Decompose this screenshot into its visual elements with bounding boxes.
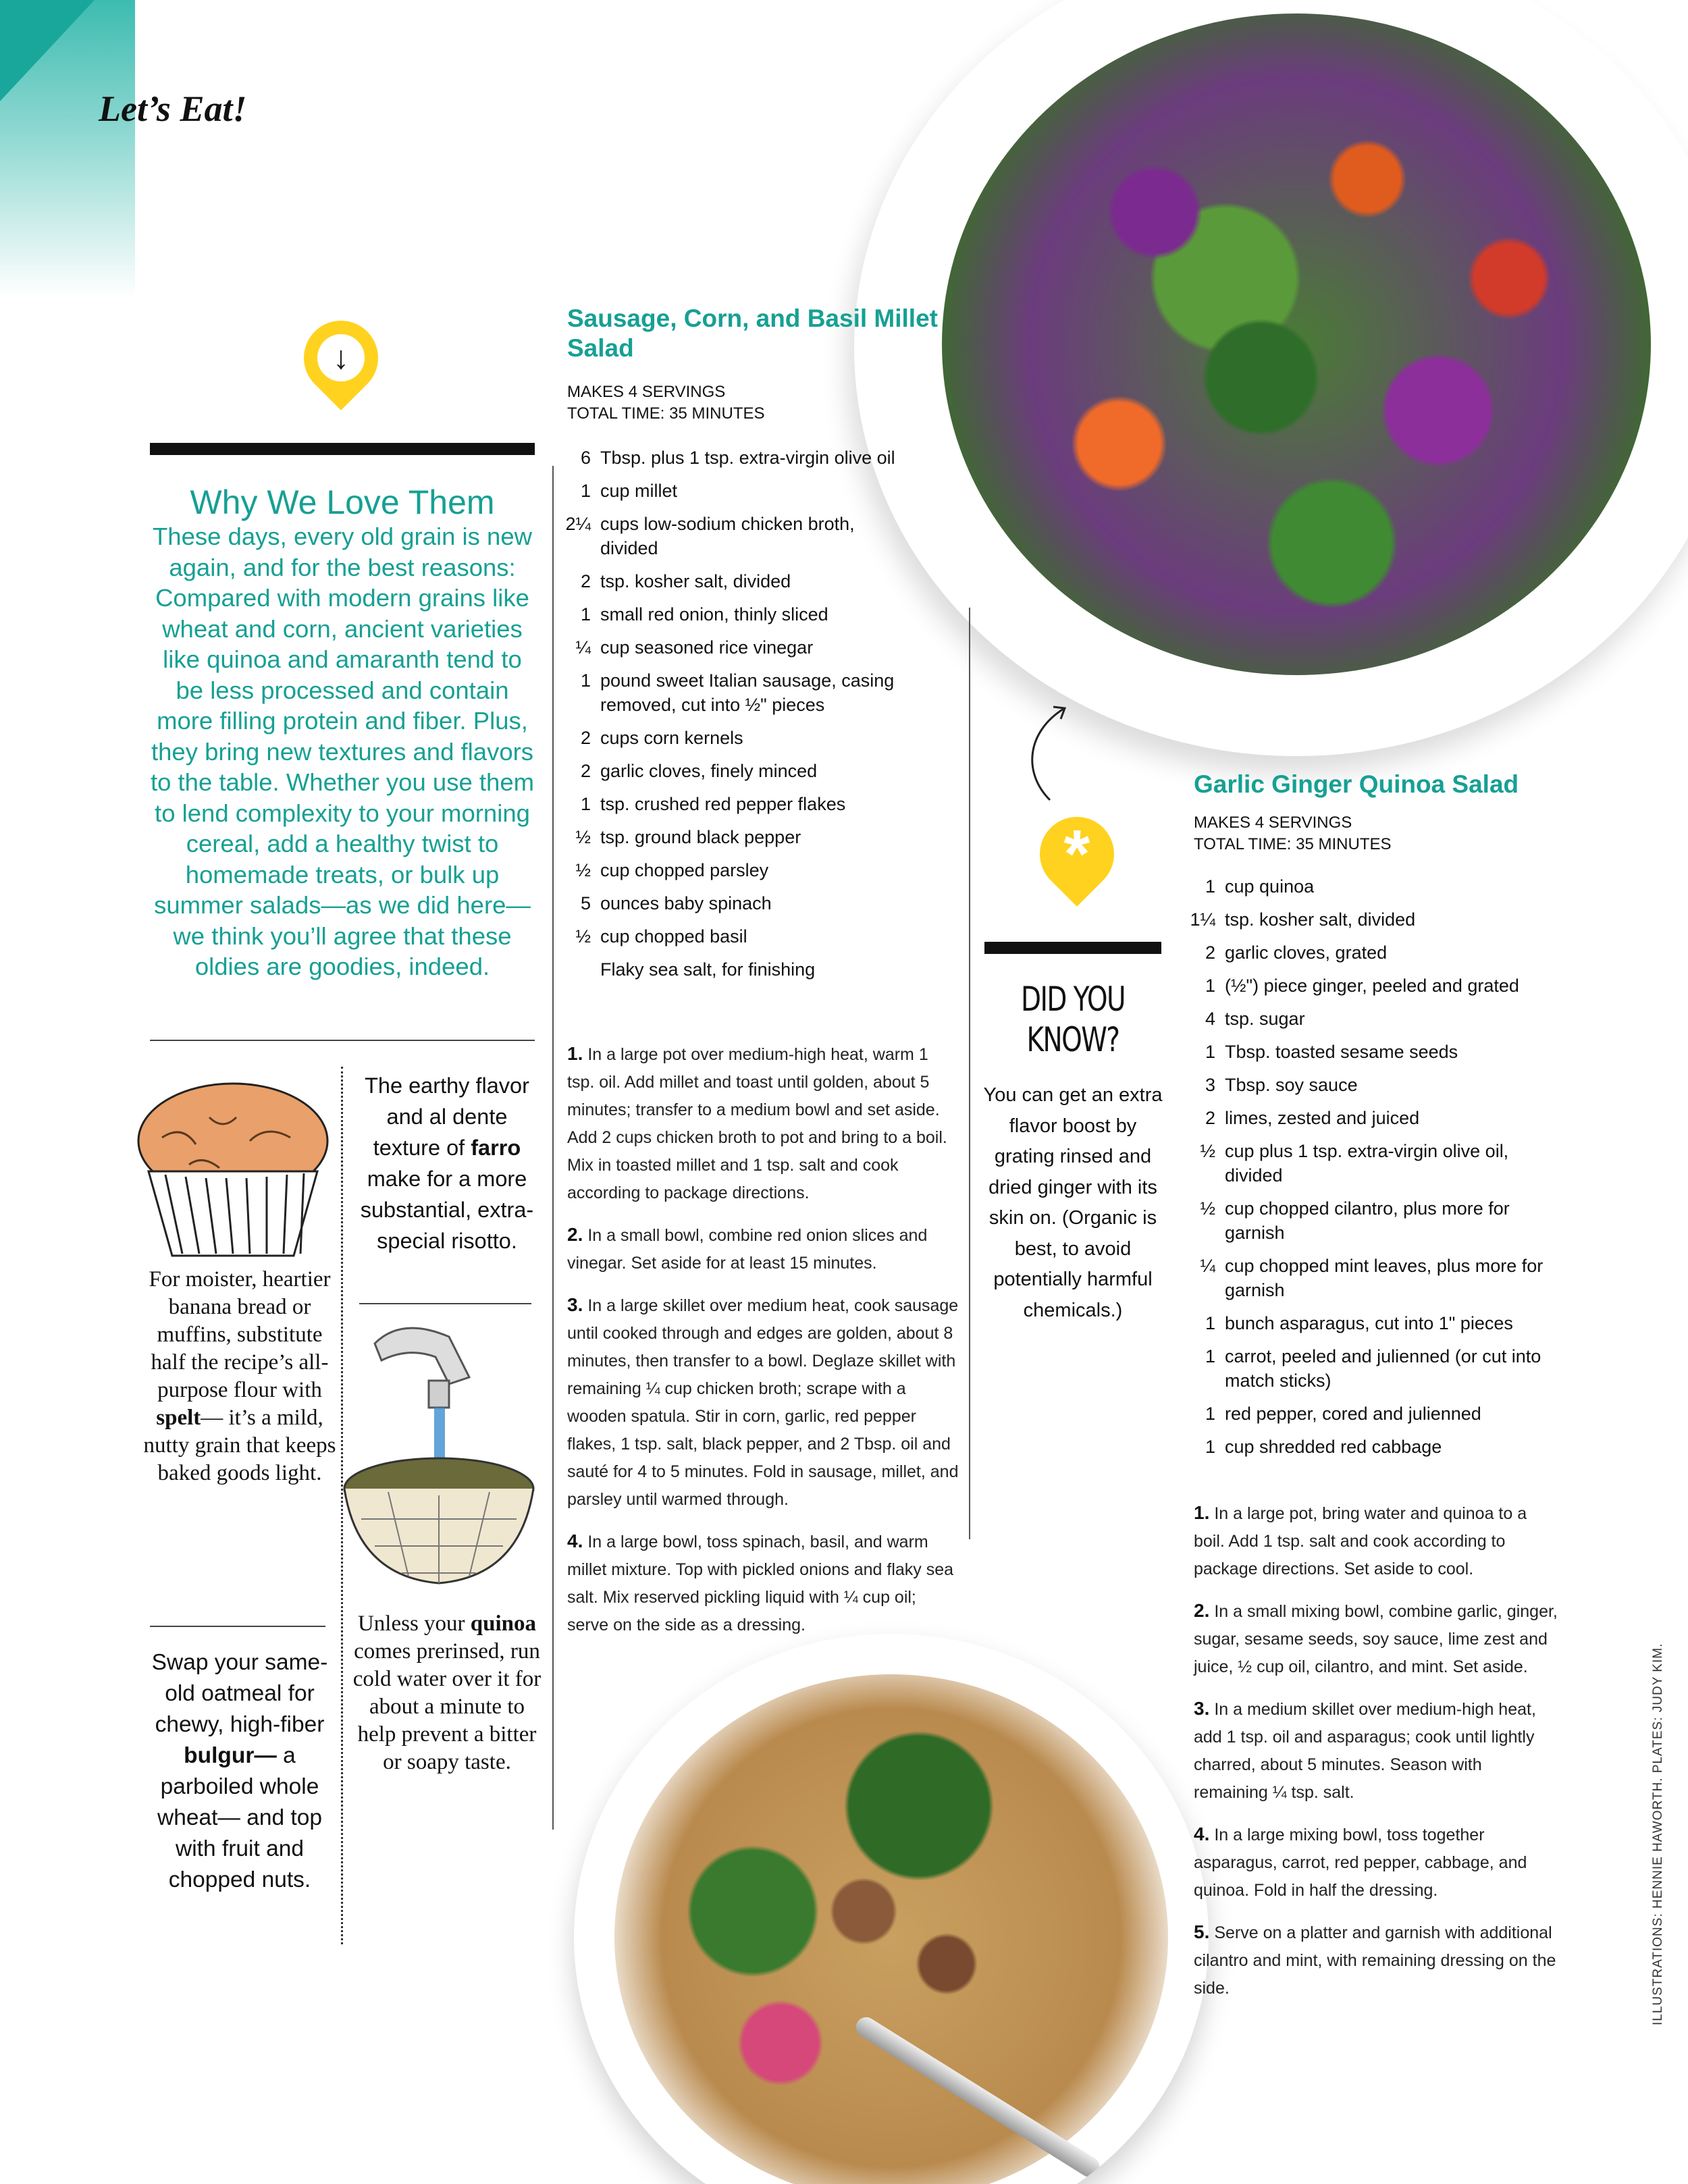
ingredient-qty: 1 — [1205, 1404, 1215, 1424]
step-number: 2. — [1194, 1600, 1210, 1621]
ingredient-qty: 2 — [580, 761, 591, 781]
ingredient-qty — [554, 957, 591, 982]
ingredient-qty: 2 — [1205, 942, 1215, 963]
ingredient-item — [554, 726, 905, 750]
tip-spelt — [142, 1266, 338, 1487]
divider — [150, 1040, 535, 1041]
tip-text: Swap your same-old oatmeal for chewy, high-fiber — [151, 1650, 328, 1737]
ingredient-item — [1178, 874, 1570, 899]
ingredient-item — [1178, 907, 1570, 932]
quinoa-salad-food — [942, 14, 1651, 675]
tip-keyword: quinoa — [470, 1612, 537, 1636]
recipe-step — [1194, 1597, 1558, 1681]
ingredient-item — [1178, 1344, 1570, 1393]
ingredient-qty: 2 — [580, 571, 591, 591]
total-time — [1194, 834, 1572, 855]
ingredient-text: red pepper, cored and julienned — [1225, 1404, 1481, 1424]
recipe-steps — [567, 1040, 959, 1653]
ingredient-qty: 1 — [1205, 976, 1215, 996]
ingredient-qty: 1 — [580, 604, 591, 624]
ingredient-text: tsp. crushed red pepper flakes — [600, 794, 846, 814]
ingredient-qty: ½ — [575, 926, 591, 947]
ingredient-item — [554, 512, 905, 560]
ingredient-item — [554, 924, 905, 949]
ingredient-text: small red onion, thinly sliced — [600, 604, 828, 624]
muffin-illustration — [135, 1077, 331, 1259]
tip-bulgur — [142, 1647, 338, 1896]
ingredient-item — [554, 858, 905, 882]
ingredient-item — [554, 792, 905, 816]
asterisk-pin-icon — [1040, 817, 1114, 891]
ingredient-qty: 1 — [1205, 1346, 1215, 1366]
ingredient-text: cup millet — [600, 481, 678, 501]
step-text: In a large pot over medium-high heat, warm 1 tsp. oil. Add millet and toast until golden, about 5 minutes; transfer to a medium bowl and set aside. Add 2 cups chicken broth to pot and bring to a boil. Mix in toasted millet and 1 tsp. salt and cook according to package directions. — [567, 1045, 947, 1202]
ingredient-item — [1178, 974, 1570, 998]
tip-text: The earthy flavor and al dente texture of — [365, 1073, 529, 1160]
ingredient-text: cup quinoa — [1225, 876, 1315, 897]
tip-text: Unless your — [357, 1612, 471, 1636]
tip-text: make for a more substantial, extra-special risotto. — [360, 1167, 534, 1253]
pin-shape — [288, 305, 394, 410]
step-number: 1. — [567, 1043, 583, 1064]
ingredient-qty: 1 — [1205, 876, 1215, 897]
recipe-step — [567, 1527, 959, 1639]
ingredient-qty: ½ — [575, 827, 591, 847]
ingredient-text: garlic cloves, finely minced — [600, 761, 818, 781]
ingredient-item — [554, 759, 905, 783]
ingredient-item — [1178, 1402, 1570, 1426]
ingredient-text: bunch asparagus, cut into 1" pieces — [1225, 1313, 1513, 1333]
recipe-meta — [1194, 812, 1572, 855]
strainer-illustration — [334, 1316, 544, 1593]
tip-farro — [352, 1070, 542, 1256]
ingredient-text: ounces baby spinach — [600, 893, 772, 913]
ingredient-qty: 1 — [1205, 1437, 1215, 1457]
divider — [359, 1303, 531, 1304]
ingredient-text: cup plus 1 tsp. extra-virgin olive oil, divided — [1225, 1141, 1509, 1186]
ingredient-qty: 5 — [580, 893, 591, 913]
tip-text: — it’s a mild, nutty grain that keeps baked goods light. — [143, 1406, 336, 1485]
column-divider — [969, 608, 970, 1539]
ingredient-text: carrot, peeled and julienned (or cut into match sticks) — [1225, 1346, 1541, 1391]
step-text: In a small mixing bowl, combine garlic, ginger, sugar, sesame seeds, soy sauce, lime zest and juice, ½ cup oil, cilantro, and mint. Set aside. — [1194, 1602, 1558, 1676]
recipe-step — [567, 1291, 959, 1514]
ingredient-text: Tbsp. plus 1 tsp. extra-virgin olive oil — [600, 448, 895, 468]
recipe-step — [567, 1221, 959, 1277]
tip-keyword: bulgur— — [184, 1743, 277, 1768]
did-you-know-heading — [1004, 979, 1142, 1060]
ingredient-item — [554, 635, 905, 660]
total-time-label: TOTAL TIME: — [1194, 835, 1292, 853]
recipe-steps — [1194, 1499, 1558, 2016]
section-title: Let’s Eat! — [99, 88, 247, 129]
ingredient-qty: 2 — [580, 728, 591, 748]
ingredient-qty: 1 — [1205, 1042, 1215, 1062]
ingredient-list — [1178, 874, 1570, 1468]
ingredient-qty: 6 — [580, 448, 591, 468]
ingredient-text: Tbsp. soy sauce — [1225, 1075, 1358, 1095]
recipe-step — [1194, 1499, 1558, 1583]
ingredient-item — [554, 957, 905, 982]
ingredient-text: pound sweet Italian sausage, casing removed, cut into ½" pieces — [600, 670, 895, 715]
servings: MAKES 4 SERVINGS — [567, 383, 726, 401]
ingredient-qty: 1 — [580, 481, 591, 501]
ingredient-item — [554, 668, 905, 717]
recipe-step — [1194, 1820, 1558, 1905]
ingredient-list — [554, 446, 905, 990]
ingredient-qty: 2 — [1205, 1108, 1215, 1128]
photo-credits: ILLUSTRATIONS: HENNIE HAWORTH. PLATES: JUDY KIM. — [1651, 1643, 1665, 2025]
ingredient-item — [1178, 1073, 1570, 1097]
ingredient-text: cup seasoned rice vinegar — [600, 637, 814, 658]
ingredient-text: tsp. kosher salt, divided — [600, 571, 791, 591]
ingredient-qty: 1 — [580, 794, 591, 814]
ingredient-item — [554, 479, 905, 503]
ingredient-qty: 1¼ — [1190, 909, 1215, 930]
ingredient-qty: ¼ — [1200, 1256, 1215, 1276]
curved-arrow-icon — [1016, 699, 1084, 807]
step-text: In a large mixing bowl, toss together asparagus, carrot, red pepper, cabbage, and quinoa. Fold in half the dressing. — [1194, 1826, 1527, 1900]
tip-text: For moister, heartier banana bread or muffins, substitute half the recipe’s all-purpose flour with — [149, 1267, 331, 1402]
ingredient-item — [1178, 1311, 1570, 1335]
recipe-title: Sausage, Corn, and Basil Millet Salad — [567, 304, 938, 362]
ingredient-text: Tbsp. toasted sesame seeds — [1225, 1042, 1458, 1062]
ingredient-item — [1178, 1040, 1570, 1064]
rule-left — [150, 443, 535, 455]
ingredient-text: Flaky sea salt, for finishing — [600, 959, 816, 980]
ingredient-text: tsp. sugar — [1225, 1009, 1305, 1029]
step-number: 2. — [567, 1224, 583, 1245]
recipe-step — [1194, 1695, 1558, 1807]
ingredient-text: (½") piece ginger, peeled and grated — [1225, 976, 1519, 996]
ingredient-qty: ½ — [1200, 1141, 1215, 1161]
ingredient-text: cups corn kernels — [600, 728, 743, 748]
asterisk-icon: * — [1063, 816, 1090, 892]
ingredient-item — [1178, 1139, 1570, 1188]
intro-heading: Why We Love Them — [190, 483, 495, 521]
ingredient-text: tsp. ground black pepper — [600, 827, 801, 847]
ingredient-item — [554, 602, 905, 627]
divider — [150, 1626, 325, 1627]
down-arrow-icon: ↓ — [317, 334, 365, 381]
ingredient-qty: 1 — [1205, 1313, 1215, 1333]
ingredient-item — [1178, 1196, 1570, 1245]
ingredient-qty: 3 — [1205, 1075, 1215, 1095]
quinoa-salad-photo — [854, 0, 1688, 756]
step-text: In a large pot, bring water and quinoa to a boil. Add 1 tsp. salt and cook according to package directions. Set aside to cool. — [1194, 1504, 1527, 1578]
tip-quinoa — [352, 1610, 542, 1776]
ingredient-text: cup chopped parsley — [600, 860, 769, 880]
ingredient-item — [554, 825, 905, 849]
ingredient-text: limes, zested and juiced — [1225, 1108, 1420, 1128]
ingredient-text: cup chopped cilantro, plus more for garnish — [1225, 1198, 1510, 1243]
step-number: 4. — [567, 1530, 583, 1551]
servings: MAKES 4 SERVINGS — [1194, 814, 1352, 832]
recipe-meta — [567, 381, 945, 425]
step-number: 3. — [1194, 1698, 1210, 1719]
ingredient-qty: 4 — [1205, 1009, 1215, 1029]
ingredient-qty: ½ — [1200, 1198, 1215, 1219]
recipe-step — [1194, 1918, 1558, 2002]
step-number: 5. — [1194, 1921, 1210, 1942]
did-you-know-body: You can get an extra flavor boost by grating rinsed and dried ginger with its skin on. (Organic is best, to avoid potentially harmful chemicals.) — [983, 1084, 1163, 1321]
ingredient-item — [1178, 1254, 1570, 1302]
total-time — [567, 403, 945, 425]
ingredient-item — [554, 569, 905, 593]
ingredient-qty: 1 — [580, 670, 591, 691]
ingredient-text: cup chopped mint leaves, plus more for garnish — [1225, 1256, 1544, 1300]
total-time-value: 35 MINUTES — [669, 404, 765, 423]
millet-salad-photo — [574, 1634, 1209, 2184]
ingredient-text: garlic cloves, grated — [1225, 942, 1388, 963]
step-text: In a small bowl, combine red onion slices and vinegar. Set aside for at least 15 minutes. — [567, 1226, 928, 1273]
recipe-step — [567, 1040, 959, 1207]
millet-salad-food — [614, 1674, 1168, 2184]
ingredient-item — [1178, 940, 1570, 965]
ingredient-item — [1178, 1106, 1570, 1130]
recipe-title: Garlic Ginger Quinoa Salad — [1194, 770, 1519, 798]
tip-keyword: spelt — [156, 1406, 201, 1430]
step-text: In a large bowl, toss spinach, basil, and warm millet mixture. Top with pickled onions and flaky sea salt. Mix reserved pickling liquid with ¼ cup oil; serve on the side as a dressing. — [567, 1533, 954, 1634]
step-number: 3. — [567, 1294, 583, 1315]
corner-notch — [0, 0, 95, 101]
rule-right — [984, 942, 1161, 954]
ingredient-qty: ¼ — [575, 637, 591, 658]
ingredient-text: cups low-sodium chicken broth, divided — [600, 514, 855, 558]
step-text: In a large skillet over medium heat, cook sausage until cooked through and edges are golden, about 8 minutes, then transfer to a bowl. Deglaze skillet with remaining ¼ cup chicken broth; scrape with a wooden spatula. Stir in corn, garlic, red pepper flakes, 1 tsp. salt, black pepper, and 2 Tbsp. oil and sauté for 4 to 5 minutes. Fold in sausage, millet, and parsley until warmed through. — [567, 1296, 959, 1509]
heading-line: KNOW? — [1026, 1020, 1119, 1059]
total-time-label: TOTAL TIME: — [567, 404, 665, 423]
intro-body: These days, every old grain is new again, and for the best reasons: Compared with modern grains like wheat and corn, ancient varieties like quinoa and amaranth tend to be less processed and contain more filling protein and fiber. Plus, they bring new textures and flavors to the table. Whether you use them to lend complexity to your morning cereal, add a healthy twist to homemade treats, or bulk up summer salads—as we did here—we think you’ll agree that these oldies are goodies, indeed. — [150, 523, 535, 980]
step-number: 1. — [1194, 1502, 1210, 1523]
ingredient-item — [1178, 1435, 1570, 1459]
tip-text: a parboiled whole wheat— and top with fruit and chopped nuts. — [157, 1743, 322, 1892]
ingredient-text: cup shredded red cabbage — [1225, 1437, 1442, 1457]
step-number: 4. — [1194, 1823, 1210, 1844]
step-text: In a medium skillet over medium-high heat, add 1 tsp. oil and asparagus; cook until lightly charred, about 5 minutes. Season with remaining ¼ tsp. salt. — [1194, 1700, 1536, 1802]
ingredient-item — [1178, 1007, 1570, 1031]
heading-line: DID YOU — [1021, 980, 1125, 1019]
ingredient-item — [554, 446, 905, 470]
ingredient-text: tsp. kosher salt, divided — [1225, 909, 1416, 930]
ingredient-qty: 2¼ — [565, 514, 591, 534]
ingredient-text: cup chopped basil — [600, 926, 747, 947]
pin-shape — [1024, 801, 1130, 907]
tip-keyword: farro — [471, 1136, 521, 1160]
tip-text: comes prerinsed, run cold water over it for about a minute to help prevent a bitter or soapy taste. — [352, 1639, 542, 1774]
ingredient-item — [554, 891, 905, 915]
ingredient-qty: ½ — [575, 860, 591, 880]
down-arrow-pin-icon — [304, 321, 378, 395]
total-time-value: 35 MINUTES — [1296, 835, 1392, 853]
step-text: Serve on a platter and garnish with additional cilantro and mint, with remaining dressing on the side. — [1194, 1923, 1556, 1998]
